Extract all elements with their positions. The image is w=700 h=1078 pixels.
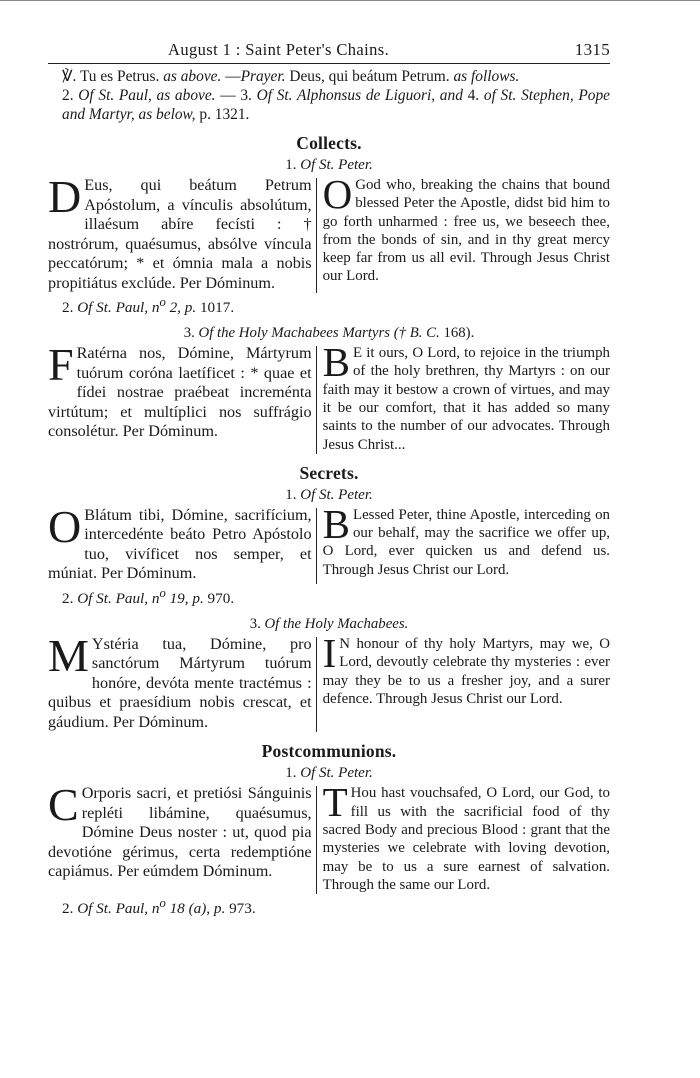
subheading-num: 3. xyxy=(183,325,199,342)
latin-prayer xyxy=(48,779,316,894)
prayer-incipit: Deus, qui beátum Petrum. xyxy=(285,68,454,85)
english-text: N honour of thy holy Martyrs, may we, O Lord, devoutly celebrate thy mysteries : ever may they be to us a fresher joy, and a surer defence. Through Jesus Christ our Lord. xyxy=(322,635,610,707)
subheading-text: 168). xyxy=(439,325,475,342)
subheading-text: Of St. Peter. xyxy=(300,157,373,173)
ref-num: 2. xyxy=(62,900,78,918)
parallel-text-block xyxy=(48,779,610,894)
ref-sup: o xyxy=(159,295,166,309)
english-text: Lessed Peter, thine Apostle, interceding on our behalf, may the sacrifice we offer up, O Lord, ever quicken us and defend us. Through Jesus Christ our Lord. xyxy=(322,506,610,578)
ref-page: 1017. xyxy=(196,299,235,317)
parallel-text-block xyxy=(48,500,610,584)
ref-num: 2. xyxy=(62,299,78,317)
page-ref: p. 1321. xyxy=(195,106,250,123)
english-prayer xyxy=(317,500,610,584)
latin-text: Blátum tibi, Dómine, sacrifícium, intercedénte beáto Petro Apóstolo tuo, vivíficet nos semper, et múniat. Per Dóminum. xyxy=(48,505,312,583)
versicle-text: ℣. Tu es Petrus. xyxy=(62,68,164,85)
latin-text: Orporis sacri, et pretiósi Sánguinis repléti libámine, quaésumus, Dómine Deus noster : ut, quod pia devotióne gérimus, certa redemptióne capiámus. Per eúmdem Dóminum. xyxy=(48,784,312,881)
english-prayer xyxy=(317,171,610,293)
drop-cap: I xyxy=(322,629,337,676)
ref-italic: 19, p. xyxy=(165,589,204,607)
rubric-num: — 3. xyxy=(215,87,257,104)
top-rule xyxy=(0,0,700,3)
header-rule xyxy=(48,63,610,64)
subheading-text: † B. C. xyxy=(398,325,440,342)
parallel-text-block xyxy=(48,339,610,454)
english-prayer xyxy=(317,629,610,733)
latin-text: Ystéria tua, Dómine, pro sanctórum Mártyrum tuórum honóre, devóta mente tractémus : quibus et praesídium nobis crescat, et gáudium. Per Dóminum. xyxy=(48,634,312,731)
subheading-num: 1. xyxy=(285,157,301,173)
latin-prayer xyxy=(48,629,316,733)
subheading-text: Of St. Peter. xyxy=(300,486,373,503)
rubric-italic: as follows. xyxy=(453,68,520,85)
intro-line-2 xyxy=(48,86,610,124)
section-title-postcommunions: Postcommunions. xyxy=(261,741,397,762)
intro-rubric xyxy=(48,67,610,124)
drop-cap: F xyxy=(48,339,74,391)
latin-prayer xyxy=(48,500,316,584)
latin-text: Eus, qui beátum Petrum Apóstolum, a vínculis absolútum, illaésum abíre fecísti : † nostrórum, quaésumus, absólve víncula peccatórum; * et ómnia mala a nobis propitiátus exclúde. Per Dóminum. xyxy=(48,176,312,292)
english-text: God who, breaking the chains that bound blessed Peter the Apostle, didst bid him to go forth unharmed : free us, we beseech thee, from the bonds of sin, and in thy great mercy keep far from us all evil. Through Jesus Christ our Lord. xyxy=(322,177,610,285)
drop-cap: C xyxy=(48,779,79,831)
ref-page: 973. xyxy=(225,900,256,918)
subheading-num: 1. xyxy=(285,486,301,503)
cross-reference xyxy=(48,896,610,918)
book-page xyxy=(48,40,610,918)
rubric-italic: Prayer. xyxy=(240,68,286,85)
subheading-num: 3. xyxy=(249,615,265,632)
running-title: August 1 : Saint Peter's Chains. xyxy=(168,40,390,59)
ref-sup: o xyxy=(159,896,166,911)
drop-cap: D xyxy=(48,171,82,222)
latin-text: Ratérna nos, Dómine, Mártyrum tuórum coróna laetíficet : * quae et fídei nostrae praébeat increménta virtútum; et multíplici nos suffrágio consolétur. Per Dóminum. xyxy=(48,344,312,441)
ref-italic: Of St. Paul, n xyxy=(77,589,160,607)
ref-sup: o xyxy=(159,585,166,600)
rubric-dash: — xyxy=(221,68,241,85)
rubric-italic: Of St. Paul, as above. xyxy=(78,87,216,104)
ref-page: 970. xyxy=(203,589,235,607)
english-text: Hou hast vouchsafed, O Lord, our God, to fill us with the sacrificial food of thy sacred Body and precious Blood : grant that the mysteries we celebrate with loving devotion, may be to us a sure earnest of salvation. Through the same our Lord. xyxy=(322,785,610,893)
subheading-text: Of the Holy Machabees. xyxy=(264,615,409,632)
ref-italic: Of St. Paul, n xyxy=(77,900,160,918)
ref-italic: Of St. Paul, n xyxy=(77,299,160,317)
rubric-italic: of St. Stephen, Pope and Martyr, as below, xyxy=(62,87,610,123)
latin-prayer xyxy=(48,171,316,293)
cross-reference xyxy=(48,586,610,608)
cross-reference xyxy=(48,295,610,317)
rubric-italic: Of St. Alphonsus de Liguori, and xyxy=(256,87,463,104)
subheading-num: 1. xyxy=(285,765,301,782)
intro-line-1 xyxy=(48,67,610,86)
english-text: E it ours, O Lord, to rejoice in the triumph of the holy brethren, thy Martyrs : on our faith may it bestow a crown of virtues, and may it be our comfort, that it has added so many saints to the number of our advocates. Through Jesus Christ... xyxy=(322,345,610,453)
drop-cap: T xyxy=(322,779,348,826)
english-prayer xyxy=(317,339,610,454)
ref-italic: 2, p. xyxy=(165,299,197,317)
drop-cap: O xyxy=(322,171,353,217)
parallel-text-block xyxy=(48,171,610,293)
ref-italic: 18 (a), p. xyxy=(165,900,226,918)
drop-cap: O xyxy=(48,500,82,552)
drop-cap: B xyxy=(322,339,350,386)
latin-prayer xyxy=(48,339,316,454)
subheading-text: Of St. Peter. xyxy=(300,765,373,782)
ref-num: 2. xyxy=(62,589,78,607)
page-number: 1315 xyxy=(574,40,610,59)
section-title-collects: Collects. xyxy=(296,133,362,153)
drop-cap: M xyxy=(48,629,89,681)
section-title-secrets: Secrets. xyxy=(299,462,359,483)
drop-cap: B xyxy=(322,500,350,547)
subheading-text: Of the Holy Machabees Martyrs ( xyxy=(198,325,399,342)
parallel-text-block xyxy=(48,629,610,733)
rubric-num: 2. xyxy=(62,87,79,104)
rubric-italic: as above. xyxy=(163,68,222,85)
english-prayer xyxy=(317,779,610,894)
rubric-num: 4. xyxy=(462,87,484,104)
running-header xyxy=(48,40,610,60)
